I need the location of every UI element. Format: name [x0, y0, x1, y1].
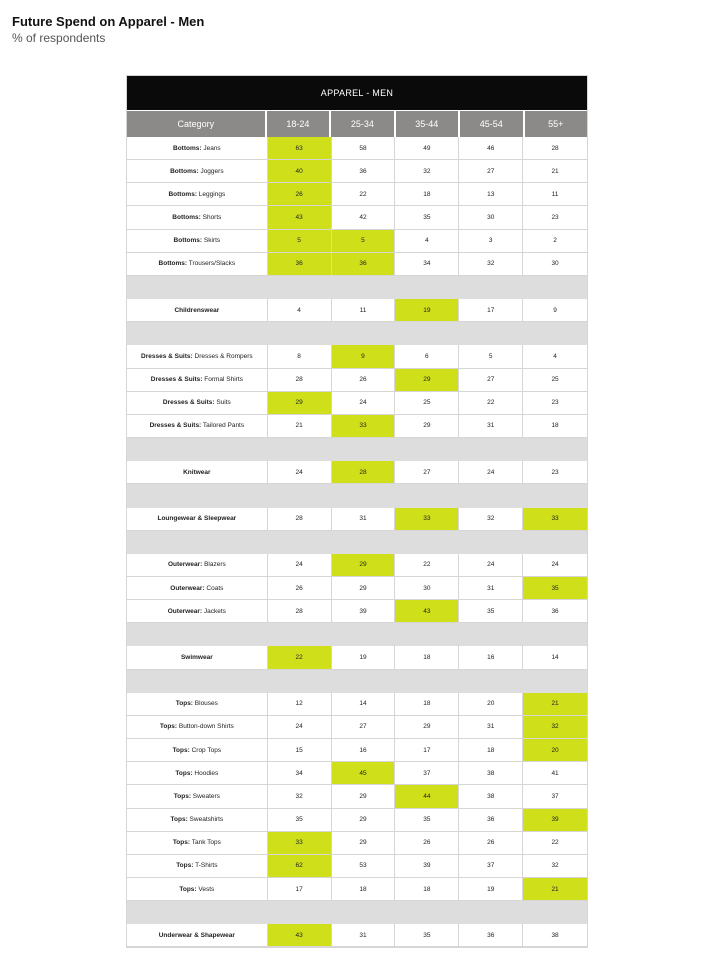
value-cell: 15: [268, 739, 332, 762]
value-cell: 42: [332, 206, 396, 229]
value-cell: 23: [523, 392, 587, 415]
column-header-35-44: 35-44: [396, 110, 460, 137]
table-row: [127, 369, 587, 392]
value-cell: 16: [332, 739, 396, 762]
category-cell: [127, 693, 268, 716]
category-item-label: Shorts: [200, 214, 222, 222]
value-cell: 30: [459, 206, 523, 229]
category-item-label: Leggings: [197, 190, 226, 198]
category-group-label: Tops:: [173, 792, 191, 800]
category-item-label: Button-down Shirts: [177, 723, 234, 731]
category-cell: [127, 253, 268, 276]
category-item-label: Suits: [214, 399, 231, 407]
value-cell: 22: [395, 554, 459, 577]
value-cell: 26: [268, 183, 332, 206]
value-cell: 24: [332, 392, 396, 415]
category-group-label: Dresses & Suits:: [149, 422, 202, 430]
value-cell: 35: [395, 924, 459, 947]
category-item-label: Sweaters: [191, 792, 220, 800]
category-group-label: Swimwear: [180, 654, 213, 662]
value-cell: 31: [459, 415, 523, 438]
column-header-category: Category: [127, 110, 267, 137]
value-cell: 27: [332, 716, 396, 739]
category-group-label: Childrenswear: [174, 306, 220, 314]
value-cell: 39: [332, 600, 396, 623]
category-cell: [127, 137, 268, 160]
category-group-label: Tops:: [172, 839, 191, 847]
table-row: [127, 577, 587, 600]
value-cell: 28: [332, 461, 396, 484]
table-body: [127, 137, 587, 947]
value-cell: 32: [268, 785, 332, 808]
value-cell: 18: [523, 415, 587, 438]
value-cell: 27: [459, 160, 523, 183]
value-cell: 23: [523, 206, 587, 229]
value-cell: 38: [523, 924, 587, 947]
category-group-label: Tops:: [170, 816, 188, 824]
category-group-label: Bottoms:: [173, 144, 202, 152]
table-row: [127, 809, 587, 832]
value-cell: 43: [268, 206, 332, 229]
category-item-label: Vests: [196, 885, 215, 893]
value-cell: 62: [268, 855, 332, 878]
value-cell: 19: [395, 299, 459, 322]
value-cell: 63: [268, 137, 332, 160]
category-cell: [127, 855, 268, 878]
category-cell: [127, 716, 268, 739]
value-cell: 46: [459, 137, 523, 160]
value-cell: 33: [268, 832, 332, 855]
value-cell: 33: [332, 415, 396, 438]
value-cell: 25: [523, 369, 587, 392]
category-group-label: Dresses & Suits:: [150, 376, 203, 384]
value-cell: 20: [459, 693, 523, 716]
category-cell: [127, 924, 268, 947]
value-cell: 18: [395, 646, 459, 669]
category-item-label: Joggers: [198, 167, 224, 175]
category-cell: [127, 415, 268, 438]
value-cell: 36: [459, 809, 523, 832]
value-cell: 32: [395, 160, 459, 183]
table-row: [127, 554, 587, 577]
value-cell: 35: [395, 206, 459, 229]
table-spacer-row: [127, 531, 587, 554]
table-row: [127, 299, 587, 322]
value-cell: 28: [268, 600, 332, 623]
category-group-label: Tops:: [179, 885, 197, 893]
value-cell: 29: [395, 716, 459, 739]
value-cell: 38: [459, 785, 523, 808]
value-cell: 11: [332, 299, 396, 322]
category-cell: [127, 508, 268, 531]
table-spacer-row: [127, 901, 587, 924]
value-cell: 28: [523, 137, 587, 160]
value-cell: 30: [395, 577, 459, 600]
value-cell: 32: [523, 716, 587, 739]
category-item-label: T-Shirts: [193, 862, 218, 870]
category-group-label: Bottoms:: [173, 237, 203, 245]
table-row: [127, 230, 587, 253]
value-cell: 17: [395, 739, 459, 762]
value-cell: 24: [268, 461, 332, 484]
category-group-label: Bottoms:: [168, 190, 197, 198]
value-cell: 5: [268, 230, 332, 253]
value-cell: 58: [332, 137, 396, 160]
value-cell: 22: [459, 392, 523, 415]
category-cell: [127, 183, 268, 206]
value-cell: 21: [523, 160, 587, 183]
category-item-label: Tank Tops: [190, 839, 221, 847]
table-row: [127, 508, 587, 531]
value-cell: 29: [268, 392, 332, 415]
page-subtitle: % of respondents: [12, 31, 106, 45]
value-cell: 35: [268, 809, 332, 832]
category-group-label: Dresses & Suits:: [141, 352, 193, 360]
category-item-label: Dresses & Rompers: [192, 352, 253, 360]
value-cell: 18: [395, 693, 459, 716]
value-cell: 33: [395, 508, 459, 531]
value-cell: 36: [268, 253, 332, 276]
value-cell: 41: [523, 762, 587, 785]
value-cell: 13: [459, 183, 523, 206]
value-cell: 29: [332, 785, 396, 808]
value-cell: 18: [332, 878, 396, 901]
value-cell: 8: [268, 345, 332, 368]
value-cell: 21: [523, 693, 587, 716]
table-header-row: [127, 110, 587, 137]
value-cell: 11: [523, 183, 587, 206]
value-cell: 17: [268, 878, 332, 901]
value-cell: 35: [395, 809, 459, 832]
value-cell: 33: [523, 508, 587, 531]
value-cell: 29: [332, 554, 396, 577]
value-cell: 28: [268, 508, 332, 531]
category-item-label: Coats: [204, 584, 224, 592]
table-row: [127, 160, 587, 183]
value-cell: 25: [395, 392, 459, 415]
category-group-label: Outerwear:: [170, 584, 205, 592]
value-cell: 38: [459, 762, 523, 785]
value-cell: 4: [395, 230, 459, 253]
table-row: [127, 206, 587, 229]
value-cell: 31: [459, 716, 523, 739]
category-item-label: Skirts: [202, 237, 221, 245]
value-cell: 18: [395, 183, 459, 206]
table-row: [127, 855, 587, 878]
value-cell: 9: [523, 299, 587, 322]
table-row: [127, 785, 587, 808]
value-cell: 27: [459, 369, 523, 392]
category-item-label: Jackets: [202, 607, 226, 615]
column-header-25-34: 25-34: [331, 110, 395, 137]
value-cell: 29: [332, 809, 396, 832]
value-cell: 26: [332, 369, 396, 392]
category-cell: [127, 809, 268, 832]
category-group-label: Tops:: [176, 862, 194, 870]
category-cell: [127, 554, 268, 577]
value-cell: 49: [395, 137, 459, 160]
value-cell: 26: [459, 832, 523, 855]
category-cell: [127, 646, 268, 669]
value-cell: 45: [332, 762, 396, 785]
value-cell: 20: [523, 739, 587, 762]
value-cell: 35: [523, 577, 587, 600]
table-spacer-row: [127, 276, 587, 299]
value-cell: 26: [395, 832, 459, 855]
value-cell: 16: [459, 646, 523, 669]
value-cell: 5: [459, 345, 523, 368]
category-cell: [127, 878, 268, 901]
value-cell: 29: [395, 415, 459, 438]
page-title: Future Spend on Apparel - Men: [12, 14, 205, 29]
table-row: [127, 739, 587, 762]
value-cell: 22: [268, 646, 332, 669]
value-cell: 40: [268, 160, 332, 183]
value-cell: 39: [395, 855, 459, 878]
category-cell: [127, 230, 268, 253]
table-spacer-row: [127, 623, 587, 646]
table-row: [127, 924, 587, 947]
table-row: [127, 762, 587, 785]
value-cell: 29: [332, 577, 396, 600]
category-item-label: Blouses: [192, 700, 218, 708]
category-cell: [127, 762, 268, 785]
value-cell: 37: [459, 855, 523, 878]
category-item-label: Jeans: [201, 144, 221, 152]
value-cell: 24: [459, 461, 523, 484]
category-item-label: Hoodies: [192, 769, 219, 777]
category-cell: [127, 461, 268, 484]
table-spacer-row: [127, 670, 587, 693]
category-cell: [127, 832, 268, 855]
category-group-label: Bottoms:: [158, 260, 188, 268]
value-cell: 19: [459, 878, 523, 901]
column-header-18-24: 18-24: [267, 110, 331, 137]
category-group-label: Tops:: [172, 746, 190, 754]
value-cell: 18: [395, 878, 459, 901]
column-header-45-54: 45-54: [460, 110, 524, 137]
value-cell: 24: [268, 716, 332, 739]
value-cell: 4: [268, 299, 332, 322]
category-item-label: Trousers/Slacks: [187, 260, 236, 268]
value-cell: 53: [332, 855, 396, 878]
apparel-table: [126, 75, 588, 948]
value-cell: 39: [523, 809, 587, 832]
value-cell: 21: [523, 878, 587, 901]
table-row: [127, 253, 587, 276]
table-row: [127, 183, 587, 206]
category-group-label: Outerwear:: [167, 561, 203, 569]
category-group-label: Tops:: [175, 769, 193, 777]
column-header-55-plus: 55+: [525, 110, 587, 137]
category-group-label: Underwear & Shapewear: [158, 931, 235, 939]
category-group-label: Loungewear & Sleepwear: [157, 515, 237, 523]
value-cell: 32: [459, 508, 523, 531]
category-cell: [127, 600, 268, 623]
value-cell: 12: [268, 693, 332, 716]
table-row: [127, 345, 587, 368]
table-banner: APPAREL - MEN: [127, 76, 587, 110]
table-spacer-row: [127, 322, 587, 345]
value-cell: 29: [332, 832, 396, 855]
value-cell: 44: [395, 785, 459, 808]
category-cell: [127, 577, 268, 600]
value-cell: 36: [459, 924, 523, 947]
table-row: [127, 461, 587, 484]
category-group-label: Knitwear: [183, 468, 211, 476]
category-group-label: Dresses & Suits:: [162, 399, 215, 407]
value-cell: 5: [332, 230, 396, 253]
value-cell: 14: [523, 646, 587, 669]
category-cell: [127, 160, 268, 183]
value-cell: 19: [332, 646, 396, 669]
value-cell: 29: [395, 369, 459, 392]
category-item-label: Blazers: [202, 561, 226, 569]
value-cell: 36: [332, 253, 396, 276]
value-cell: 26: [268, 577, 332, 600]
category-group-label: Tops:: [175, 700, 193, 708]
table-row: [127, 137, 587, 160]
value-cell: 17: [459, 299, 523, 322]
category-group-label: Bottoms:: [170, 167, 199, 175]
table-spacer-row: [127, 438, 587, 461]
category-item-label: Formal Shirts: [202, 376, 243, 384]
table-row: [127, 832, 587, 855]
category-cell: [127, 739, 268, 762]
table-row: [127, 600, 587, 623]
table-row: [127, 693, 587, 716]
value-cell: 31: [332, 924, 396, 947]
value-cell: 22: [332, 183, 396, 206]
value-cell: 37: [395, 762, 459, 785]
category-cell: [127, 345, 268, 368]
value-cell: 9: [332, 345, 396, 368]
category-group-label: Tops:: [159, 723, 178, 731]
value-cell: 28: [268, 369, 332, 392]
value-cell: 24: [459, 554, 523, 577]
value-cell: 36: [332, 160, 396, 183]
value-cell: 18: [459, 739, 523, 762]
value-cell: 14: [332, 693, 396, 716]
value-cell: 43: [395, 600, 459, 623]
value-cell: 32: [459, 253, 523, 276]
category-item-label: Crop Tops: [189, 746, 222, 754]
value-cell: 27: [395, 461, 459, 484]
value-cell: 34: [268, 762, 332, 785]
value-cell: 24: [268, 554, 332, 577]
value-cell: 2: [523, 230, 587, 253]
value-cell: 31: [332, 508, 396, 531]
value-cell: 34: [395, 253, 459, 276]
category-cell: [127, 369, 268, 392]
table-row: [127, 415, 587, 438]
value-cell: 32: [523, 855, 587, 878]
category-cell: [127, 299, 268, 322]
value-cell: 21: [268, 415, 332, 438]
category-group-label: Bottoms:: [172, 214, 201, 222]
category-cell: [127, 206, 268, 229]
value-cell: 3: [459, 230, 523, 253]
value-cell: 36: [523, 600, 587, 623]
value-cell: 43: [268, 924, 332, 947]
category-item-label: Sweatshirts: [187, 816, 224, 824]
value-cell: 37: [523, 785, 587, 808]
value-cell: 31: [459, 577, 523, 600]
value-cell: 24: [523, 554, 587, 577]
category-cell: [127, 785, 268, 808]
table-row: [127, 392, 587, 415]
category-group-label: Outerwear:: [167, 607, 203, 615]
value-cell: 6: [395, 345, 459, 368]
value-cell: 4: [523, 345, 587, 368]
table-row: [127, 646, 587, 669]
value-cell: 23: [523, 461, 587, 484]
value-cell: 35: [459, 600, 523, 623]
table-row: [127, 878, 587, 901]
category-item-label: Tailored Pants: [201, 422, 245, 430]
category-cell: [127, 392, 268, 415]
table-row: [127, 716, 587, 739]
value-cell: 22: [523, 832, 587, 855]
value-cell: 30: [523, 253, 587, 276]
table-spacer-row: [127, 484, 587, 507]
